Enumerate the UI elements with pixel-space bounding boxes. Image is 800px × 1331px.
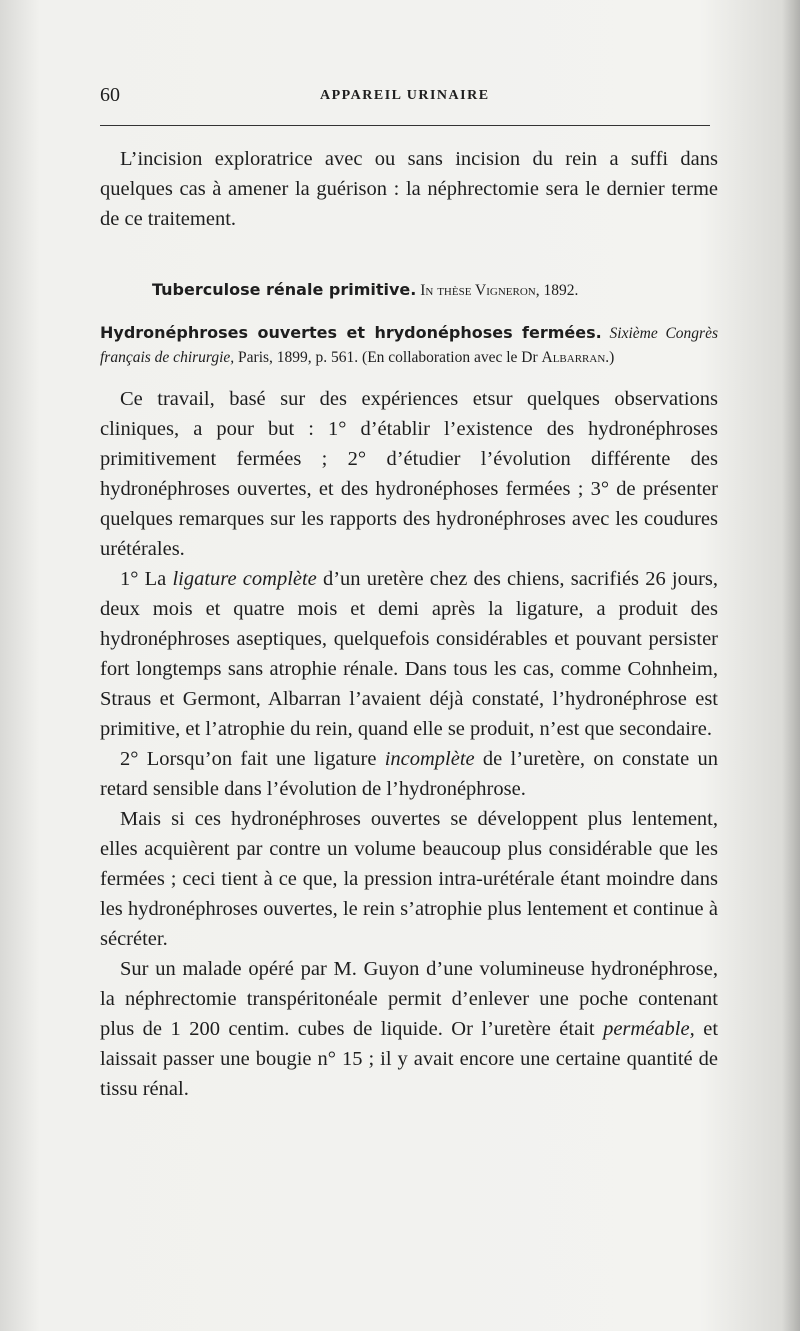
page-content	[100, 144, 718, 1104]
text-run: et laissait passer une bougie n° 15 ; il y avait encore une certaine quantité de tissu rénal.	[100, 1018, 719, 1100]
page-number: 60	[100, 84, 120, 106]
text-run: Sur un malade opéré par M. Guyon d’une volumineuse hydronéphrose, la néphrectomie transpéritonéale permit d’enlever une poche contenant plus de 1 200 centim. cubes de liquide. Or l’uretère était	[100, 958, 718, 1040]
reference-entry	[100, 321, 718, 370]
emphasis-text: incomplète	[384, 748, 475, 770]
text-run: de l’uretère, on constate un retard sensible dans l’évolution de l’hydronéphrose.	[100, 748, 719, 800]
body-paragraph	[100, 954, 718, 1104]
running-head	[100, 84, 720, 110]
body-paragraph: Ce travail, basé sur des expériences etsur quelques observations cliniques, a pour but : 1° d’établir l’existence des hydronéphroses primitivement fermées ; 2° d’étudier l’évolution différente des hydronéphroses ouvertes, et des hydronéphoses fermées ; 3° de présenter quelques remarques sur les rapports des hydronéphroses avec les coudures urétérales.	[100, 388, 718, 560]
intro-paragraph: L’incision exploratrice avec ou sans incision du rein a suffi dans quelques cas à amener la guérison : la néphrectomie sera le dernier terme de ce traitement.	[100, 148, 718, 230]
reference-title: Hydronéphroses ouvertes et hrydonéphoses fermées.	[100, 323, 602, 342]
emphasis-text: ligature complète	[172, 568, 317, 590]
page-edge-shadow	[782, 0, 800, 1331]
body-paragraph	[100, 564, 718, 744]
reference-title: Tuberculose rénale primitive.	[152, 280, 417, 299]
reference-author: Albarran.)	[541, 349, 615, 366]
body-paragraph: Mais si ces hydronéphroses ouvertes se développent plus lentement, elles acquièrent par contre un volume beaucoup plus considérable que les fermées ; ceci tient à ce que, la pression intra-urétérale étant moindre dans les hydronéphroses ouvertes, le rein s’atrophie plus lentement et continue à sécréter.	[100, 808, 718, 950]
reference-entry	[100, 278, 718, 303]
text-run: 1° La	[120, 568, 167, 590]
reference-detail: Paris, 1899, p. 561. (En collaboration avec le	[238, 349, 518, 366]
text-run: d’un uretère chez des chiens, sacrifiés 26 jours, deux mois et quatre mois et demi après la ligature, a produit des hydronéphroses aseptiques, quelquefois considérables et pouvant persister fort longtemps sans atrophie rénale. Dans tous les cas, comme Cohnheim, Straus et Germont, Albarran l’avaient déjà constaté, l’hydronéphrose est primitive, et l’atrophie du rein, quand elle se produit, n’est que secondaire.	[100, 568, 719, 740]
reference-detail: In thèse Vigneron, 1892.	[420, 282, 579, 299]
reference-author-prefix: Dr	[521, 349, 538, 366]
section-title: APPAREIL URINAIRE	[320, 88, 490, 103]
reference-venue: Sixième Congrès français de chirurgie,	[100, 325, 719, 366]
header-rule	[100, 125, 710, 126]
emphasis-text: perméable,	[603, 1018, 695, 1040]
body-paragraph	[100, 744, 718, 804]
text-run: 2° Lorsqu’on fait une ligature	[120, 748, 377, 770]
